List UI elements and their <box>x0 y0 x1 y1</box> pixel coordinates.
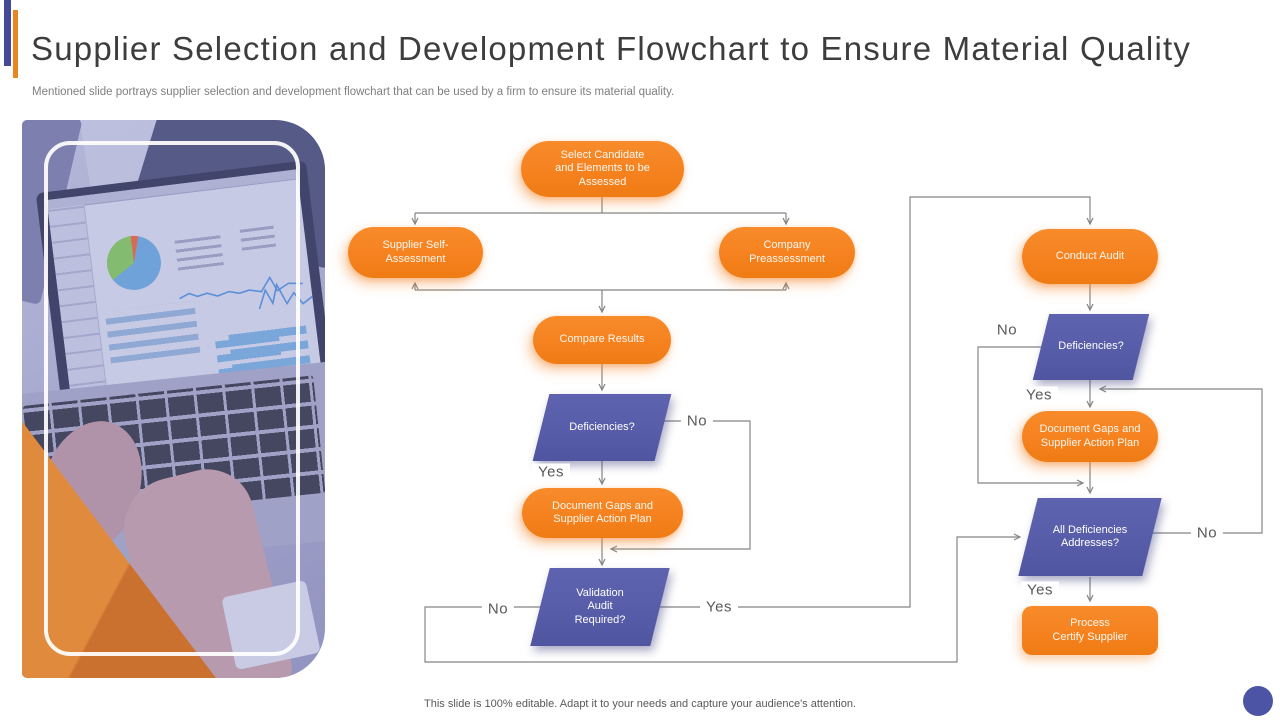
label-yes-all-deficiencies: Yes <box>1021 582 1059 599</box>
flow-node-deficiencies-2 <box>1041 314 1141 380</box>
connector-select-split <box>415 197 786 213</box>
flow-node-select-candidate <box>521 141 684 197</box>
label-no-deficiencies-2: No <box>991 322 1023 339</box>
flow-node-deficiencies-1 <box>541 394 663 461</box>
label-no-all-deficiencies: No <box>1191 525 1223 542</box>
node-label: All Deficiencies Addresses? <box>1052 523 1128 549</box>
node-label: Validation Audit Required? <box>574 586 626 626</box>
node-label: Deficiencies? <box>569 420 635 433</box>
page-subtitle: Mentioned slide portrays supplier selection and development flowchart that can be used by a firm to ensure its material quality. <box>32 86 675 98</box>
page-title: Supplier Selection and Development Flowchart to Ensure Material Quality <box>31 30 1192 67</box>
flow-node-process-certify-supplier <box>1022 606 1158 655</box>
flow-node-compare-results <box>533 316 671 364</box>
label-no-validation-audit: No <box>482 601 514 618</box>
white-inner-frame <box>44 141 300 656</box>
node-label: Conduct Audit <box>1055 249 1125 262</box>
flow-node-company-preassessment <box>719 227 855 278</box>
footer-note: This slide is 100% editable. Adapt it to your needs and capture your audience's attention. <box>424 698 856 710</box>
node-label: Company Preassessment <box>749 239 825 265</box>
flow-node-document-gaps-2 <box>1022 411 1158 462</box>
node-label: Compare Results <box>559 333 645 346</box>
node-label: Deficiencies? <box>1058 340 1124 353</box>
laptop-photo-panel <box>22 120 325 678</box>
node-label: Document Gaps and Supplier Action Plan <box>1039 423 1141 449</box>
accent-bar-orange <box>13 10 18 78</box>
node-label: Supplier Self- Assessment <box>382 239 449 265</box>
flow-node-validation-audit <box>540 568 660 646</box>
corner-circle-decoration <box>1243 686 1273 716</box>
flow-node-all-deficiencies-addresses <box>1028 498 1152 576</box>
flow-node-conduct-audit <box>1022 229 1158 284</box>
label-no-deficiencies-1: No <box>681 413 713 430</box>
node-label: Select Candidate and Elements to be Assessed <box>555 148 650 188</box>
label-yes-deficiencies-1: Yes <box>532 464 570 481</box>
node-label: Document Gaps and Supplier Action Plan <box>552 499 653 525</box>
accent-bar-blue <box>4 0 11 66</box>
node-label: Process Certify Supplier <box>1052 617 1128 643</box>
flow-node-supplier-self-assessment <box>348 227 483 278</box>
flow-node-document-gaps-1 <box>522 488 683 538</box>
label-yes-validation-audit: Yes <box>700 599 738 616</box>
label-yes-deficiencies-2: Yes <box>1020 387 1058 404</box>
